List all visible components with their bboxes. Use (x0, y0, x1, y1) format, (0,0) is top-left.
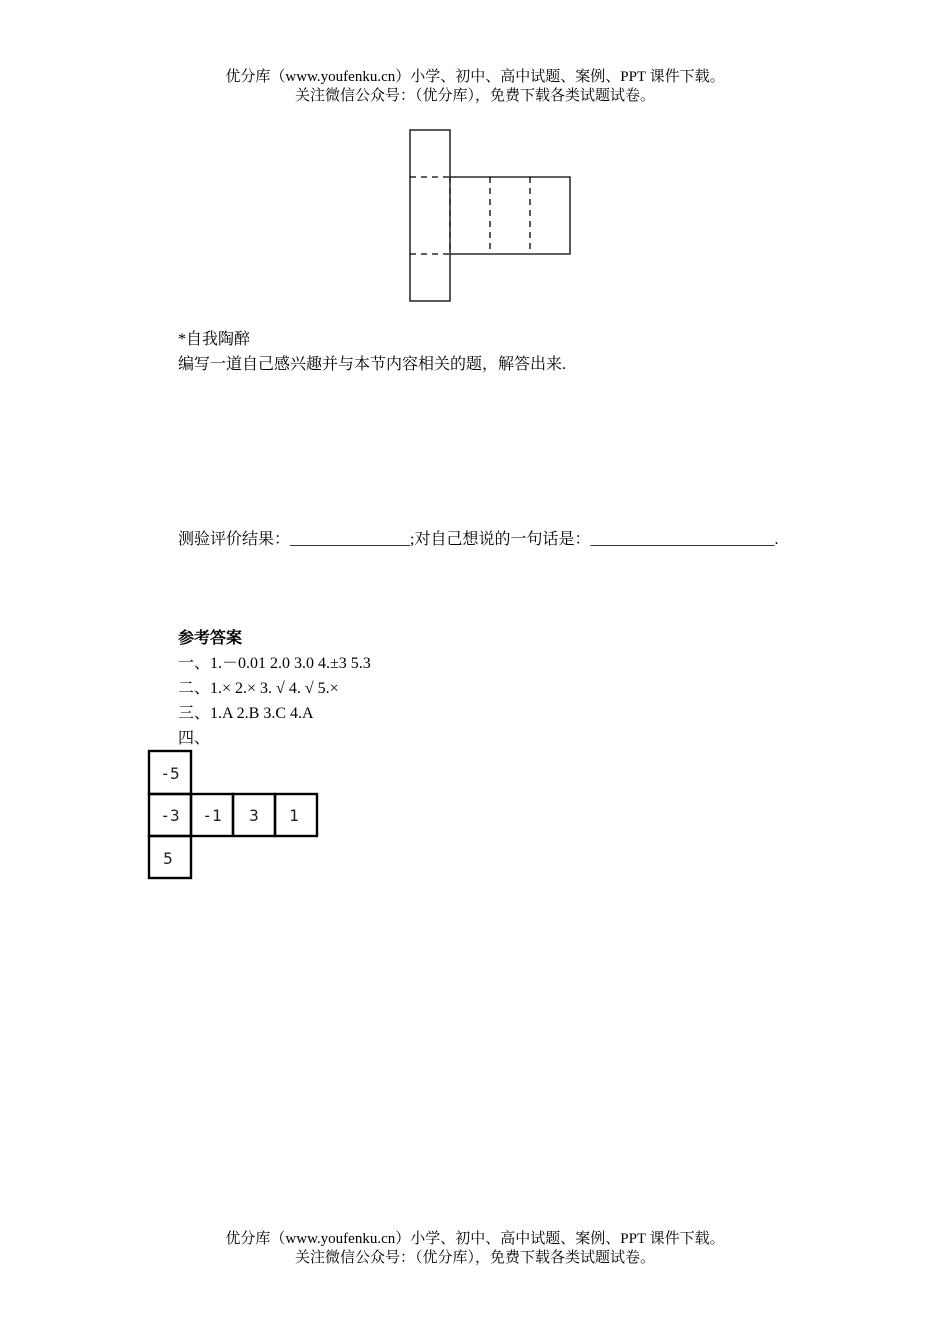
answer-net (140, 745, 330, 885)
cube-net-figure (400, 120, 585, 310)
header-line-1: 优分库（www.youfenku.cn）小学、初中、高中试题、案例、PPT 课件下载。 (225, 69, 725, 85)
section-title: *自我陶醉 (178, 331, 251, 348)
page-header (0, 68, 950, 106)
page-footer (0, 1230, 950, 1268)
section-prompt: 编写一道自己感兴趣并与本节内容相关的题，解答出来. (178, 356, 567, 373)
answer-value-row-1: -3 (160, 806, 180, 825)
answer-value-row-4: 1 (289, 806, 299, 825)
answer-value-row-2: -1 (202, 806, 222, 825)
answer-line-4: 四、 (178, 730, 211, 747)
answer-line-1: 一、1.－0.01 2.0 3.0 4.±3 5.3 (178, 655, 371, 672)
answer-line-3: 三、1.A 2.B 3.C 4.A (178, 705, 314, 722)
net-row-outline (450, 177, 570, 254)
header-line-2: 关注微信公众号：（优分库），免费下载各类试题试卷。 (294, 88, 655, 104)
answer-value-top: -5 (160, 764, 180, 783)
net-column-outline (410, 130, 450, 301)
answer-value-bottom: 5 (163, 849, 173, 868)
evaluation-line: 测验评价结果：_______________;对自己想说的一句话是：_______________________. (178, 531, 779, 548)
footer-line-1: 优分库（www.youfenku.cn）小学、初中、高中试题、案例、PPT 课件下载。 (225, 1231, 725, 1247)
answer-value-row-3: 3 (249, 806, 259, 825)
answer-line-2: 二、1.× 2.× 3. √ 4. √ 5.× (178, 680, 339, 697)
footer-line-2: 关注微信公众号：（优分库），免费下载各类试题试卷。 (294, 1250, 655, 1266)
answers-title: 参考答案 (178, 630, 243, 647)
